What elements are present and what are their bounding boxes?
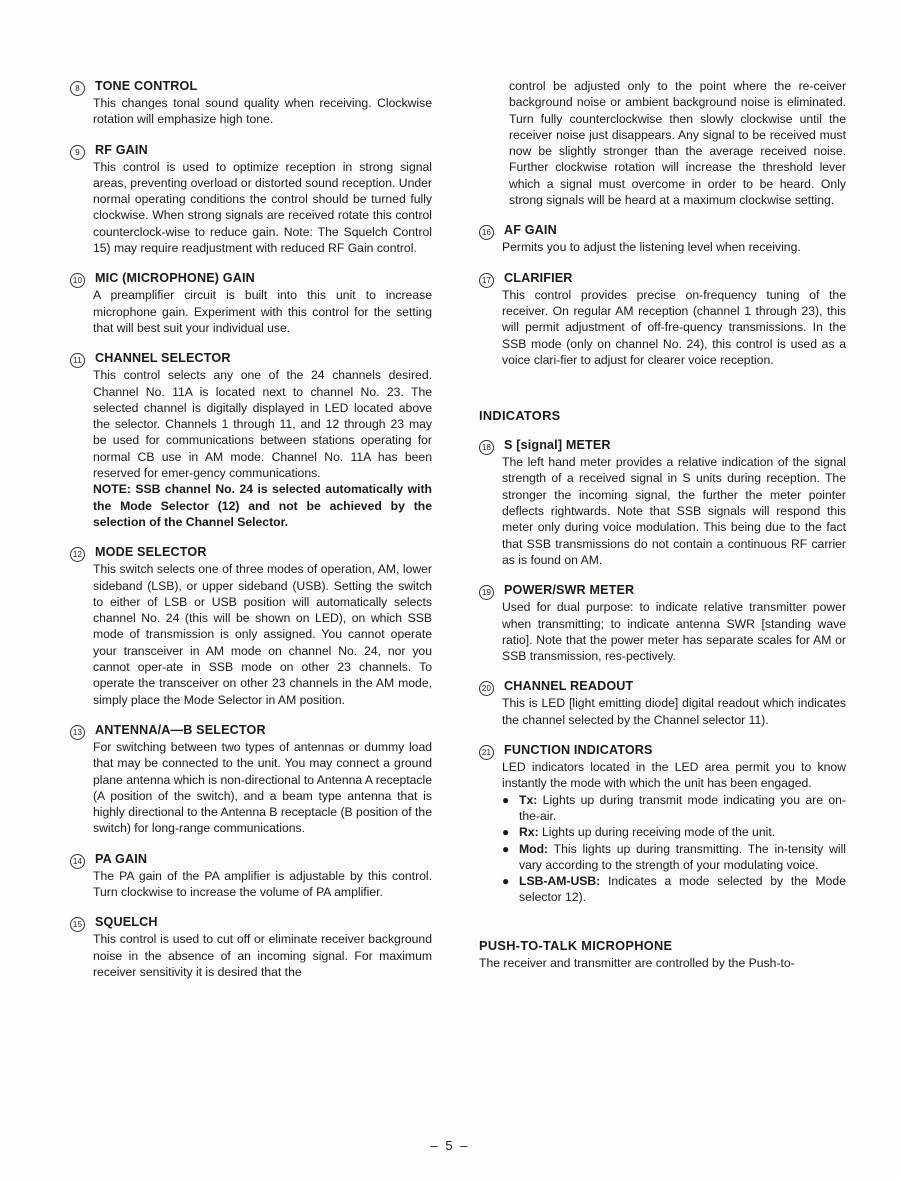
section-body bbox=[502, 759, 846, 906]
function-indicator-item bbox=[502, 873, 846, 906]
section-af-gain bbox=[479, 222, 846, 255]
section-heading bbox=[479, 270, 846, 286]
section-number-badge: 20 bbox=[479, 681, 494, 696]
ptt-heading: PUSH-TO-TALK MICROPHONE bbox=[479, 937, 673, 953]
section-body bbox=[502, 695, 846, 728]
indicators-heading: INDICATORS bbox=[479, 408, 561, 424]
section-number-badge: 14 bbox=[70, 854, 85, 869]
section-title: RF GAIN bbox=[95, 142, 148, 157]
section-antenna-a-b-selector bbox=[70, 722, 432, 837]
section-title: PA GAIN bbox=[95, 851, 148, 866]
section-mic-microphone-gain bbox=[70, 270, 432, 336]
section-clarifier bbox=[479, 270, 846, 368]
function-indicator-item bbox=[502, 841, 846, 874]
section-heading bbox=[479, 582, 846, 598]
bullet-icon: ● bbox=[502, 792, 510, 807]
section-title: CHANNEL SELECTOR bbox=[95, 351, 231, 366]
section-function-indicators bbox=[479, 742, 846, 906]
indicator-label: Rx: bbox=[519, 825, 539, 840]
section-number-badge: 8 bbox=[70, 81, 85, 96]
function-indicator-item bbox=[502, 824, 846, 840]
section-title: AF GAIN bbox=[504, 223, 557, 238]
section-number-badge: 12 bbox=[70, 547, 85, 562]
paragraph: Permits you to adjust the listening level when receiving. bbox=[502, 240, 801, 255]
section-number-badge: 11 bbox=[70, 353, 85, 368]
section-pa-gain bbox=[70, 851, 432, 901]
section-body bbox=[93, 287, 432, 336]
section-body bbox=[502, 239, 846, 255]
section-s-signal-meter bbox=[479, 437, 846, 568]
section-heading bbox=[479, 742, 846, 758]
section-number-badge: 21 bbox=[479, 745, 494, 760]
section-number-badge: 16 bbox=[479, 225, 494, 240]
section-body bbox=[93, 739, 432, 837]
section-channel-readout bbox=[479, 678, 846, 728]
section-body bbox=[93, 159, 432, 257]
section-rf-gain bbox=[70, 142, 432, 257]
section-title: SQUELCH bbox=[95, 915, 158, 930]
paragraph: For switching between two types of antennas or dummy load that may be connected to the unit. You may connect a ground plane antenna which is non-directional to Antenna A receptacle (A position of the switch), and a beam type antenna that is highly directional to the Antenna B receptacle (B position of the switch) for long-range communications. bbox=[93, 739, 432, 836]
paragraph: Used for dual purpose: to indicate relative transmitter power when transmitting; to indicate antenna SWR [standing wave ratio]. Note that the power meter has separate scales for AM or SSB transmission, res-pectively. bbox=[502, 600, 846, 664]
paragraph: The left hand meter provides a relative indication of the signal strength of a received signal in S units during reception. The stronger the incoming signal, the further the meter pointer deflects rightwards. Note that SSB signals will respond this meter only during voice modulation. This being due to the fact that SSB transmissions do not contain a continuous RF carrier as is found on AM. bbox=[502, 455, 846, 567]
function-indicators-intro: LED indicators located in the LED area permit you to know instantly the mode with which the unit has been engaged. bbox=[502, 760, 846, 791]
section-title: TONE CONTROL bbox=[95, 79, 198, 93]
bullet-icon: ● bbox=[502, 874, 510, 889]
paragraph: This switch selects one of three modes of operation, AM, lower sideband (LSB), or upper sideband (USB). Setting the switch to either of LSB or USB position will automatically selects channel No. 24 (this will be shown on LED), on which SSB mode of transmission is only assigned. You cannot operate your transceiver in AM mode on channel No. 24, nor you cannot oper-ate in SSB mode on other 23 channels. To operate the transceiver on other 23 channels in the AM mode, simply place the Mode Selector in AM position. bbox=[93, 562, 432, 707]
indicator-description: Lights up during receiving mode of the unit. bbox=[538, 825, 776, 840]
section-heading bbox=[70, 914, 432, 930]
section-title: ANTENNA/A—B SELECTOR bbox=[95, 722, 266, 737]
section-heading bbox=[479, 678, 846, 694]
paragraph: This changes tonal sound quality when receiving. Clockwise rotation will emphasize high tone. bbox=[93, 96, 432, 127]
section-body bbox=[93, 95, 432, 128]
squelch-continuation-text: control be adjusted only to the point where the re-ceiver background noise or ambient background noise is eliminated. Turn fully counterclockwise then slowly clockwise until the receiver noise just disappears. Any signal to be received must now be slightly stronger than the average received noise. Further clockwise rotation will increase the threshold lever which a signal must overcome in order to be heard. Only strong signals will be heard at a maximum clockwise setting. bbox=[509, 79, 846, 208]
indicator-description: This lights up during transmitting. The in-tensity will vary according to the strength of your modulating voice. bbox=[519, 841, 846, 872]
indicator-label: LSB-AM-USB: bbox=[519, 874, 601, 889]
bullet-icon: ● bbox=[502, 841, 510, 856]
section-heading bbox=[479, 437, 846, 453]
paragraph: This control is used to optimize reception in strong signal areas, preventing overload or distorted sound reception. Under normal operating conditions the control should be turned fully clockwise. When strong signals are received rotate this control counterclock-wise to reduce gain. Note: The Squelch Control 15) may require readjustment with reduced RF Gain control. bbox=[93, 159, 432, 256]
paragraph: This control provides precise on-frequency tuning of the receiver. On regular AM reception (channel 1 through 23), this will permit adjustment of off-fre-quency transmissions. In the SSB mode (only on channel No. 24), this control is used as a voice clari-fier to adjust for clearer voice reception. bbox=[502, 287, 846, 367]
section-squelch bbox=[70, 914, 432, 980]
indicator-label: Mod: bbox=[519, 841, 549, 856]
section-number-badge: 18 bbox=[479, 440, 494, 455]
section-body bbox=[502, 599, 846, 664]
paragraph: This control is used to cut off or eliminate receiver background noise in the absence of an incoming signal. For maximum receiver sensitivity it is desired that the bbox=[93, 932, 432, 979]
page-number: – 5 – bbox=[430, 1138, 470, 1153]
paragraph: A preamplifier circuit is built into this unit to increase microphone gain. Experiment with this control for the setting that will best suit your individual use. bbox=[93, 288, 432, 335]
left-column bbox=[70, 78, 432, 994]
section-number-badge: 13 bbox=[70, 725, 85, 740]
paragraph: This is LED [light emitting diode] digital readout which indicates the channel selected by the Channel selector 11). bbox=[502, 696, 846, 727]
section-heading bbox=[70, 851, 432, 867]
indicator-label: Tx: bbox=[519, 792, 538, 807]
section-tone-control bbox=[70, 78, 432, 128]
indicator-description: Lights up during transmit mode indicating you are on-the-air. bbox=[519, 792, 846, 823]
right-sections-a bbox=[479, 222, 846, 368]
section-number-badge: 10 bbox=[70, 273, 85, 288]
bullet-icon: ● bbox=[502, 825, 510, 840]
function-indicator-item bbox=[502, 792, 846, 825]
section-body bbox=[502, 287, 846, 368]
section-body bbox=[93, 561, 432, 708]
section-number-badge: 15 bbox=[70, 917, 85, 932]
section-channel-selector bbox=[70, 350, 432, 530]
section-heading bbox=[70, 270, 432, 286]
section-title: FUNCTION INDICATORS bbox=[504, 743, 653, 758]
paragraph: This control selects any one of the 24 channels desired. Channel No. 11A is located next to channel No. 23. The selected channel is digitally displayed in LED located above the selector. Channels 1 through 11, and 12 through 23 may be used for communications between stations operating for normal CB use in AM mode. Channel No. 11A has been reserved for emer-gency communications. bbox=[93, 368, 432, 481]
spacer bbox=[479, 382, 846, 408]
section-body bbox=[93, 367, 432, 530]
section-body bbox=[93, 931, 432, 980]
ptt-text: The receiver and transmitter are controlled by the Push-to- bbox=[479, 955, 795, 970]
section-title: CLARIFIER bbox=[504, 270, 573, 285]
section-heading bbox=[70, 142, 432, 158]
section-heading bbox=[70, 722, 432, 738]
section-heading bbox=[70, 350, 432, 366]
section-body bbox=[93, 868, 432, 901]
section-title: CHANNEL READOUT bbox=[504, 679, 634, 694]
section-title: POWER/SWR METER bbox=[504, 583, 635, 598]
note-paragraph: NOTE: SSB channel No. 24 is selected automatically with the Mode Selector (12) and not be achieved by the selection of the Channel Selector. bbox=[93, 482, 432, 529]
section-heading bbox=[70, 544, 432, 560]
paragraph: The PA gain of the PA amplifier is adjustable by this control. Turn clockwise to increase the volume of PA amplifier. bbox=[93, 868, 432, 899]
section-title: S [signal] METER bbox=[504, 438, 611, 453]
function-indicator-list bbox=[502, 792, 846, 906]
squelch-continuation bbox=[509, 78, 846, 208]
section-heading bbox=[479, 222, 846, 238]
right-column bbox=[479, 78, 846, 971]
section-number-badge: 9 bbox=[70, 145, 85, 160]
section-body bbox=[502, 454, 846, 568]
indicator-description: Indicates a mode selected by the Mode selector 12). bbox=[519, 874, 846, 905]
section-title: MODE SELECTOR bbox=[95, 545, 207, 560]
section-number-badge: 17 bbox=[479, 273, 494, 288]
spacer bbox=[479, 920, 846, 938]
section-heading bbox=[70, 78, 432, 94]
section-power-swr-meter bbox=[479, 582, 846, 664]
section-title: MIC (MICROPHONE) GAIN bbox=[95, 271, 255, 286]
section-mode-selector bbox=[70, 544, 432, 708]
section-number-badge: 19 bbox=[479, 585, 494, 600]
right-sections-b bbox=[479, 437, 846, 728]
